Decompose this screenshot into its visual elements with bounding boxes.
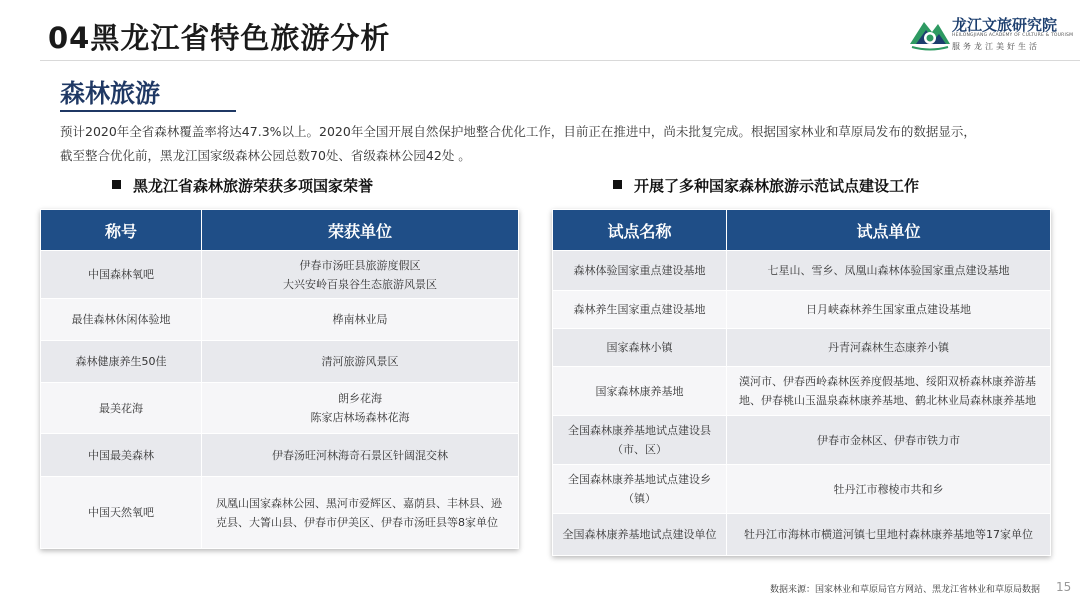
pilots-heading-text: 开展了多种国家森林旅游示范试点建设工作 <box>634 177 920 195</box>
honor-units: 伊春市汤旺县旅游度假区 大兴安岭百泉谷生态旅游风景区 <box>202 251 519 299</box>
table-row <box>553 291 1051 329</box>
pilot-units: 牡丹江市穆棱市共和乡 <box>727 465 1051 514</box>
square-bullet-icon <box>613 180 622 189</box>
honor-title: 中国最美森林 <box>41 434 202 477</box>
honor-title: 中国天然氧吧 <box>41 477 202 549</box>
table-row <box>41 477 519 549</box>
table-row <box>553 416 1051 465</box>
honor-units: 桦南林业局 <box>202 299 519 341</box>
table-row <box>553 329 1051 367</box>
pilot-name: 森林养生国家重点建设基地 <box>553 291 727 329</box>
honors-table <box>40 209 519 549</box>
table-row <box>553 367 1051 416</box>
honor-units: 凤凰山国家森林公园、黑河市爱辉区、嘉荫县、丰林县、逊 克县、大箐山县、伊春市伊美区、伊春市汤旺县等8家单位 <box>202 477 519 549</box>
logo-name: 龙江文旅研究院 <box>952 16 1058 34</box>
intro-line-2: 截至整合优化前，黑龙江国家级森林公园总数70处、省级森林公园42处 。 <box>60 148 471 163</box>
honor-title: 森林健康养生50佳 <box>41 341 202 383</box>
table-row <box>41 299 519 341</box>
table-row <box>41 383 519 434</box>
pilot-units: 漠河市、伊春西岭森林医养度假基地、绥阳双桥森林康养游基 地、伊春桃山玉温泉森林康养基地、鹤北林业局森林康养基地 <box>727 367 1051 416</box>
pilots-heading <box>613 175 919 196</box>
honors-col-units: 荣获单位 <box>202 210 519 251</box>
honors-col-title: 称号 <box>41 210 202 251</box>
honor-title: 中国森林氧吧 <box>41 251 202 299</box>
pilot-units: 丹青河森林生态康养小镇 <box>727 329 1051 367</box>
honor-title: 最佳森林休闲体验地 <box>41 299 202 341</box>
table-row <box>553 514 1051 556</box>
page-number: 15 <box>1056 580 1072 594</box>
honor-units: 清河旅游风景区 <box>202 341 519 383</box>
academy-logo <box>908 12 1074 56</box>
pilot-units: 牡丹江市海林市横道河镇七里地村森林康养基地等17家单位 <box>727 514 1051 556</box>
honors-heading <box>112 175 373 196</box>
intro-paragraph <box>60 120 1060 168</box>
pilot-units: 伊春市金林区、伊春市铁力市 <box>727 416 1051 465</box>
table-row <box>41 434 519 477</box>
honor-title: 最美花海 <box>41 383 202 434</box>
table-row <box>553 465 1051 514</box>
pilot-name: 国家森林小镇 <box>553 329 727 367</box>
subtitle-underline <box>60 110 236 112</box>
table-row <box>41 341 519 383</box>
pilots-table <box>552 209 1051 556</box>
pilots-col-units: 试点单位 <box>727 210 1051 251</box>
pilot-units: 日月峡森林养生国家重点建设基地 <box>727 291 1051 329</box>
logo-english-name: HEILONGJIANG ACADEMY OF CULTURE & TOURISM <box>952 33 1074 38</box>
pilot-name: 森林体验国家重点建设基地 <box>553 251 727 291</box>
logo-slogan: 服务龙江美好生活 <box>952 42 1040 51</box>
intro-line-1: 预计2020年全省森林覆盖率将达47.3%以上。2020年全国开展自然保护地整合优化工作，目前正在推进中，尚未批复完成。根据国家林业和草原局发布的数据显示， <box>60 124 976 139</box>
pilots-table-header <box>553 210 1051 251</box>
header-divider <box>40 60 1080 61</box>
table-row <box>553 251 1051 291</box>
honors-table-header <box>41 210 519 251</box>
honors-heading-text: 黑龙江省森林旅游荣获多项国家荣誉 <box>133 177 374 195</box>
pilot-name: 全国森林康养基地试点建设县 （市、区） <box>553 416 727 465</box>
pilot-name: 国家森林康养基地 <box>553 367 727 416</box>
honor-units: 朗乡花海 陈家店林场森林花海 <box>202 383 519 434</box>
logo-mark-icon <box>908 14 952 54</box>
page-title: 04黑龙江省特色旅游分析 <box>48 21 391 55</box>
pilot-units: 七星山、雪乡、凤凰山森林体验国家重点建设基地 <box>727 251 1051 291</box>
square-bullet-icon <box>112 180 121 189</box>
honor-units: 伊春汤旺河林海奇石景区针阔混交林 <box>202 434 519 477</box>
data-source-note: 数据来源：国家林业和草原局官方网站、黑龙江省林业和草原局数据 <box>770 585 1041 595</box>
table-row <box>41 251 519 299</box>
pilot-name: 全国森林康养基地试点建设单位 <box>553 514 727 556</box>
pilot-name: 全国森林康养基地试点建设乡 （镇） <box>553 465 727 514</box>
pilots-col-name: 试点名称 <box>553 210 727 251</box>
section-subtitle: 森林旅游 <box>60 79 161 108</box>
